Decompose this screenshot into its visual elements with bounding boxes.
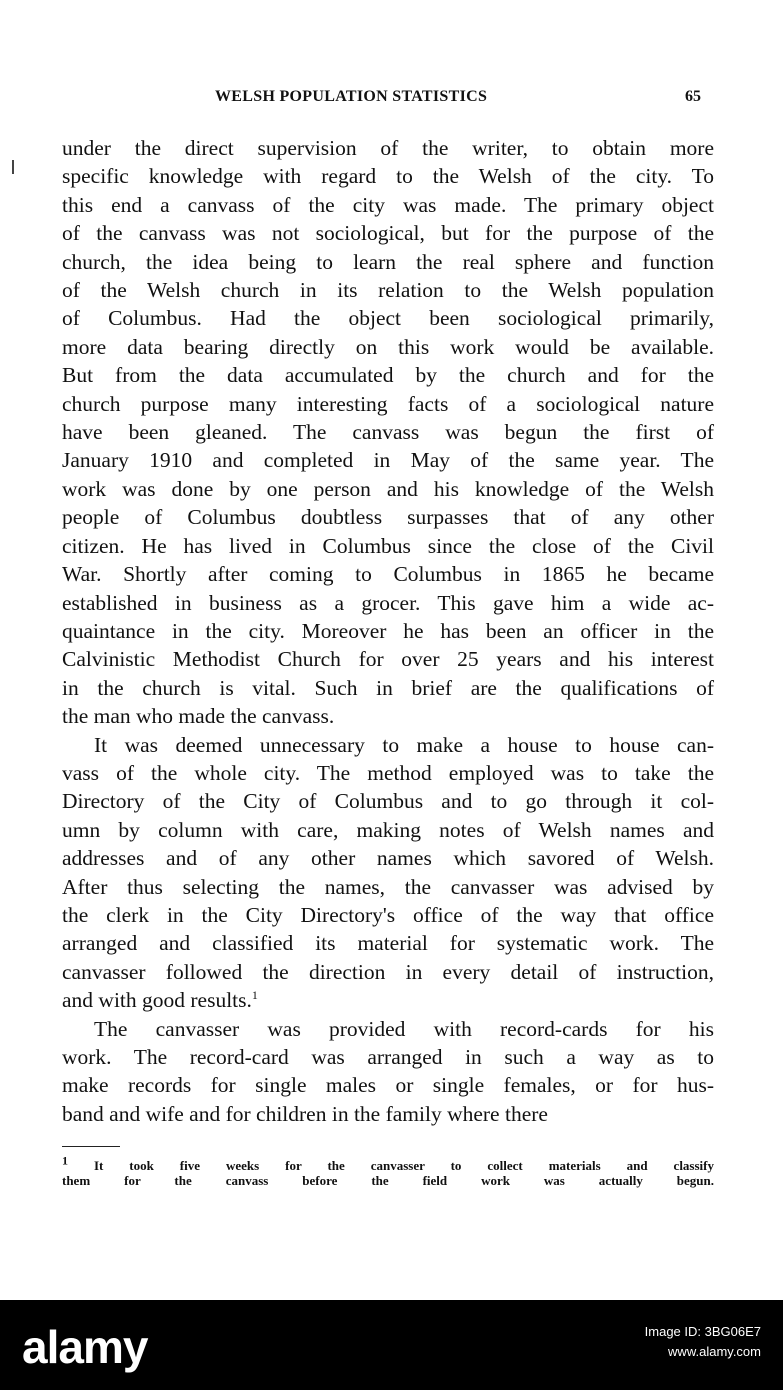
text-line: quaintance in the city. Moreover he has been an officer in the	[62, 618, 714, 643]
text-line: work was done by one person and his knowledge of the Welsh	[62, 476, 714, 501]
text-line: this end a canvass of the city was made. The primary object	[62, 192, 714, 217]
body-text	[62, 134, 714, 1128]
text-line: canvasser followed the direction in every detail of instruction,	[62, 959, 714, 984]
stock-meta	[645, 1322, 761, 1362]
stock-logo: alamy	[22, 1321, 148, 1373]
text-line: of the Welsh church in its relation to the Welsh population	[62, 278, 714, 303]
site-url: www.alamy.com	[668, 1344, 761, 1359]
footnote-marker: 1	[62, 1153, 68, 1168]
text-line: more data bearing directly on this work would be available.	[62, 334, 714, 359]
text-line: established in business as a grocer. This gave him a wide ac-	[62, 590, 714, 615]
text-line: the man who made the canvass.	[62, 704, 335, 729]
footnote-line: $^1$ It took five weeks for the canvasser to collect materials and classify	[62, 1153, 714, 1173]
text-line: specific knowledge with regard to the Welsh of the city. To	[62, 164, 714, 189]
running-head: WELSH POPULATION STATISTICS	[215, 88, 488, 105]
text-line: January 1910 and completed in May of the same year. The	[62, 448, 714, 473]
text-line: The canvasser was provided with record-cards for his	[94, 1016, 714, 1041]
image-id: Image ID: 3BG06E7	[644, 1324, 761, 1339]
text-line: band and wife and for children in the family where there	[62, 1101, 548, 1126]
text-line: of Columbus. Had the object been sociological primarily,	[62, 306, 714, 331]
footnote-rule	[62, 1146, 120, 1147]
text-line: the clerk in the City Directory's office of the way that office	[62, 902, 714, 927]
text-line: Directory of the City of Columbus and to go through it col-	[62, 789, 714, 814]
text-line: and with good results.$^1$	[62, 988, 258, 1013]
footnote	[62, 1153, 715, 1188]
margin-mark	[12, 160, 14, 174]
text-line: church purpose many interesting facts of a sociological nature	[62, 391, 714, 416]
footnote-reference[interactable]: 1	[251, 988, 258, 1003]
text-line: make records for single males or single females, or for hus-	[62, 1073, 714, 1098]
text-line: in the church is vital. Such in brief are the qualifications of	[62, 675, 714, 700]
page-number: 65	[685, 88, 701, 105]
footnote-line: them for the canvass before the field work was actually begun.	[62, 1173, 715, 1188]
text-line: War. Shortly after coming to Columbus in 1865 he became	[62, 562, 714, 587]
text-line: church, the idea being to learn the real sphere and function	[62, 249, 714, 274]
text-line: umn by column with care, making notes of Welsh names and	[62, 817, 714, 842]
text-line: work. The record-card was arranged in such a way as to	[62, 1045, 714, 1069]
text-line: Calvinistic Methodist Church for over 25 years and his interest	[62, 647, 714, 672]
text-line: citizen. He has lived in Columbus since the close of the Civil	[62, 533, 714, 558]
text-line: people of Columbus doubtless surpasses that of any other	[62, 505, 714, 530]
text-line: addresses and of any other names which savored of Welsh.	[62, 846, 714, 871]
text-line: After thus selecting the names, the canvasser was advised by	[62, 874, 714, 899]
text-line: of the canvass was not sociological, but for the purpose of the	[62, 221, 714, 246]
text-line: under the direct supervision of the writer, to obtain more	[62, 136, 714, 160]
text-line: But from the data accumulated by the church and for the	[62, 363, 714, 388]
text-line: It was deemed unnecessary to make a house to house can-	[94, 732, 714, 757]
text-line: arranged and classified its material for systematic work. The	[62, 931, 714, 956]
stock-watermark-bar	[0, 1300, 783, 1390]
text-line: vass of the whole city. The method employed was to take the	[62, 760, 714, 785]
text-line: have been gleaned. The canvass was begun the first of	[62, 420, 714, 445]
